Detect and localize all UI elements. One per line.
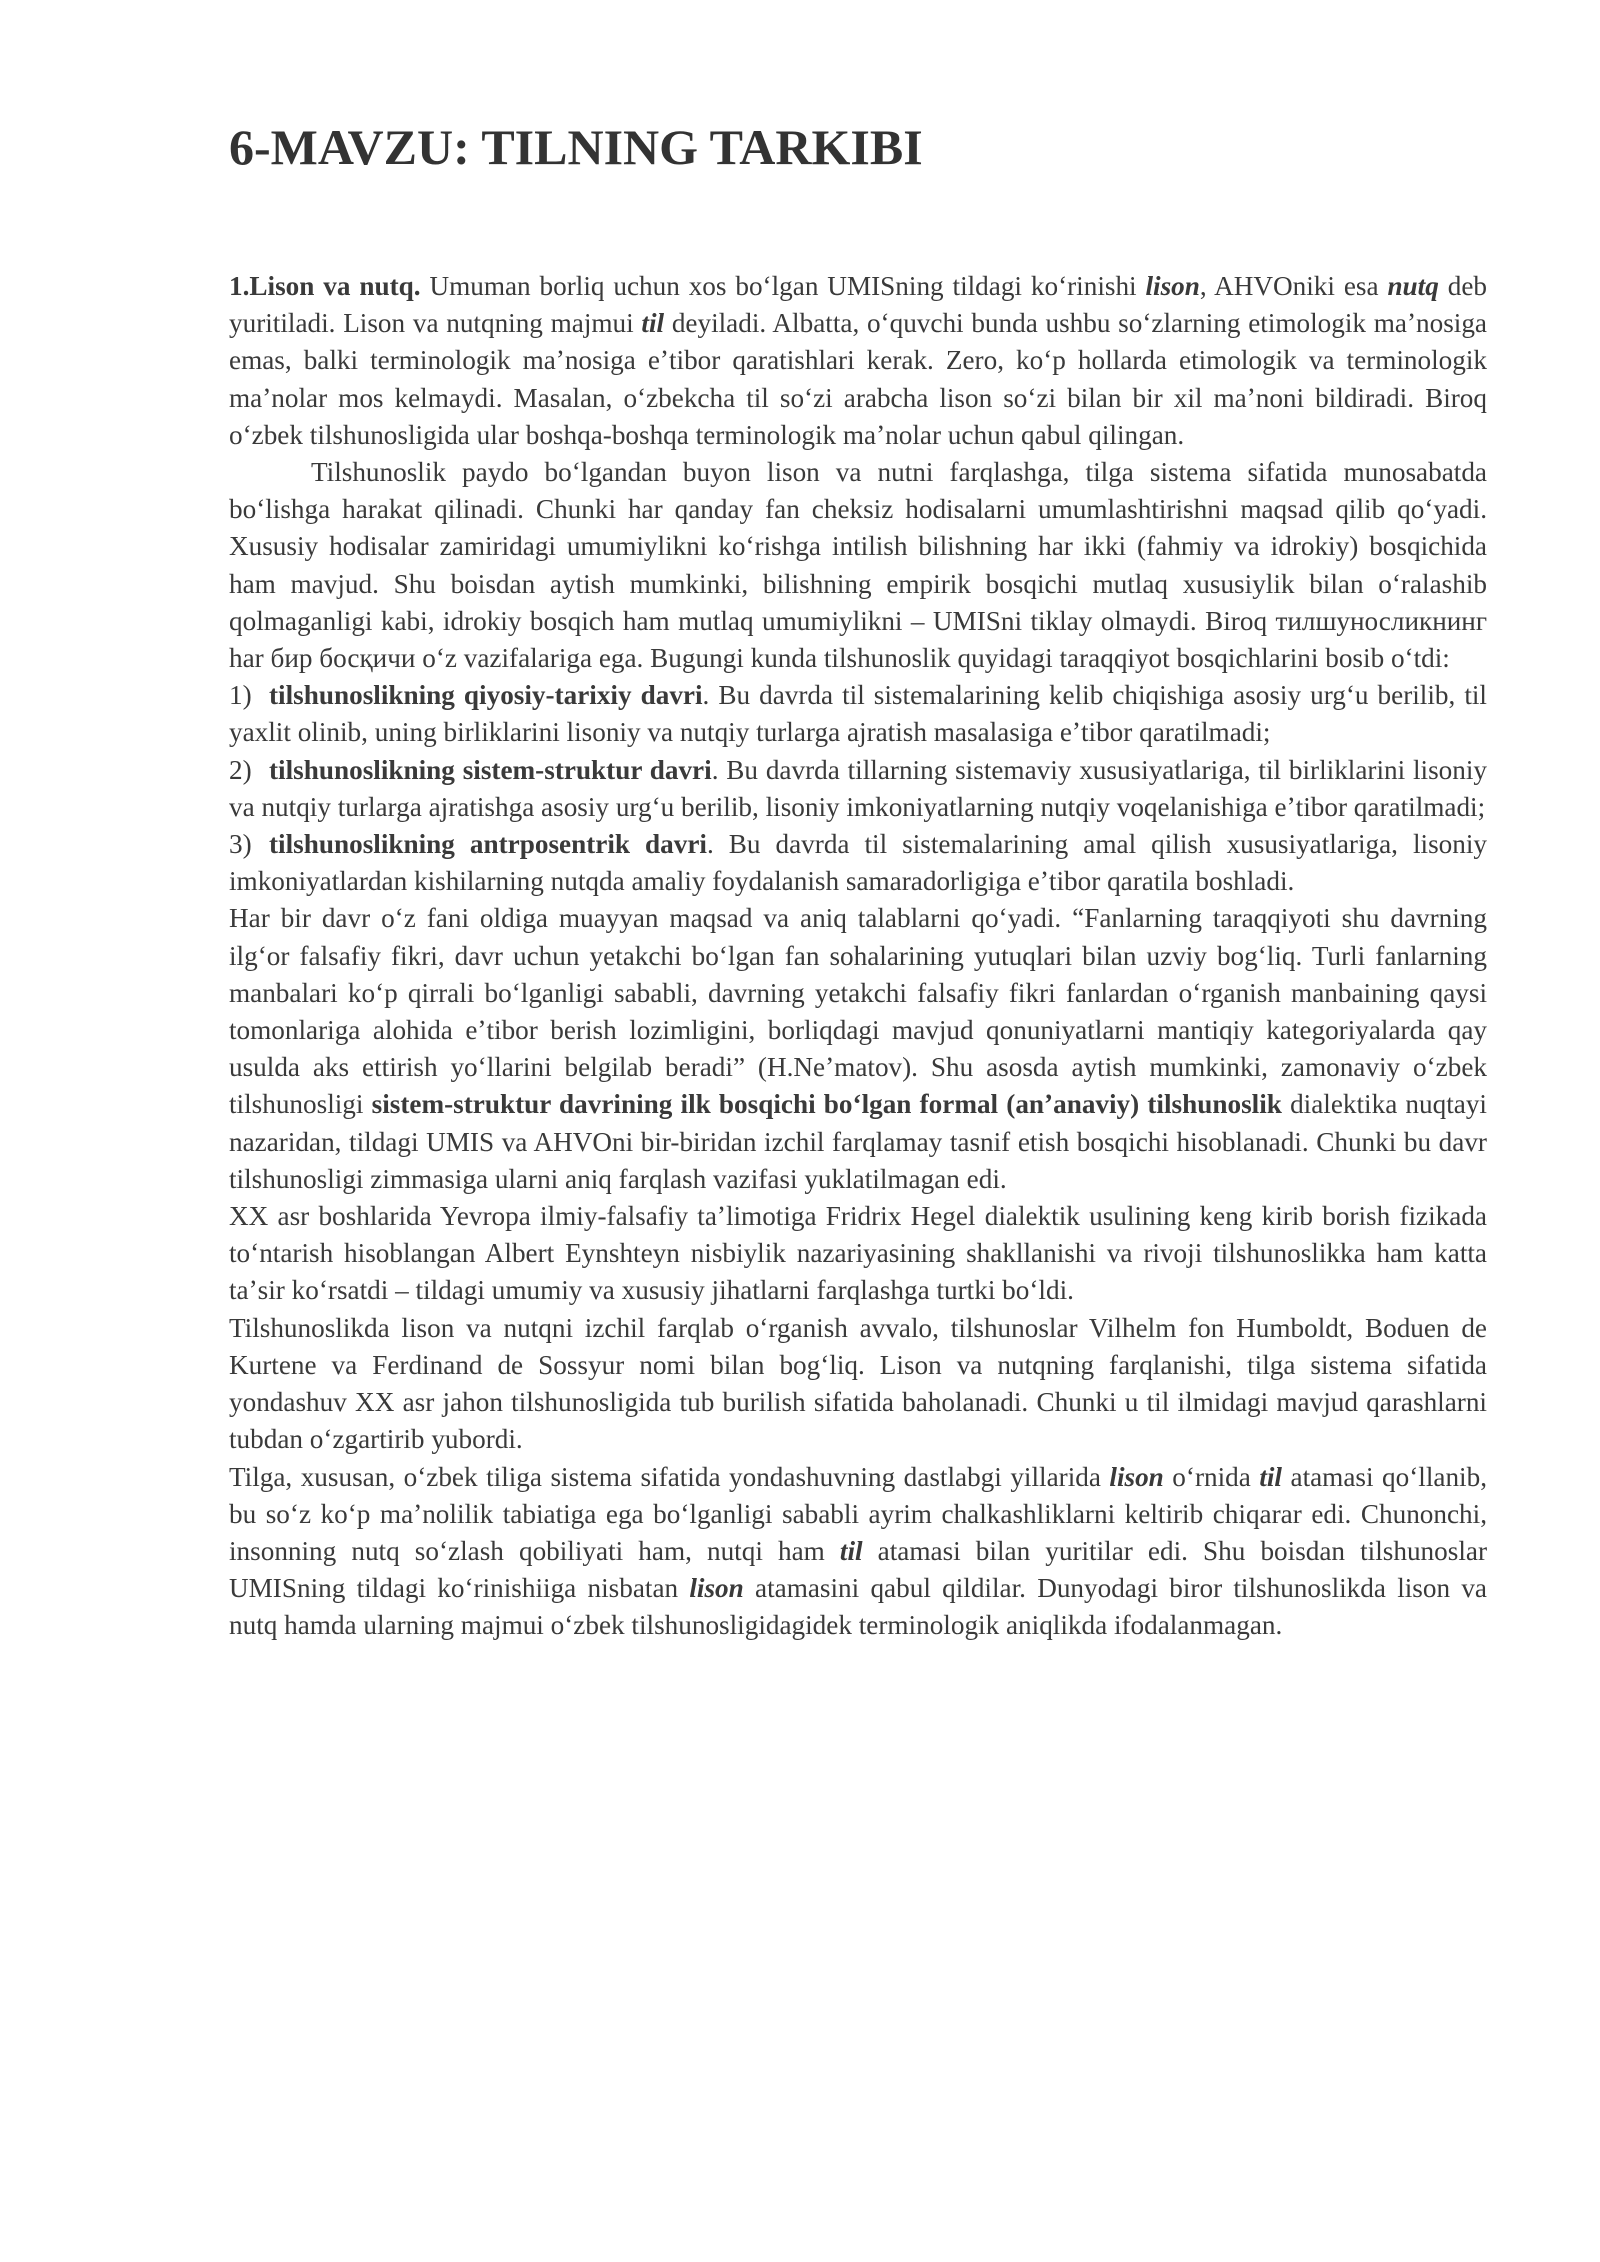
bold-phrase: sistem-struktur davrining ilk bosqichi boʻlgan formal (anʼanaviy) tilshunoslik [371,1089,1282,1120]
list-item: 3) tilshunoslikning antrposentrik davri. Bu davrda til sistemalarining amal qilish xususiyatlariga, lisoniy imkoniyatlardan kishilarning nutqda amaliy foydalanish samaradorligiga eʼtibor qaratila boshladi. [229,826,1487,900]
paragraph-tilga-xususan: Tilga, xususan, oʻzbek tiliga sistema sifatida yondashuvning dastlabgi yillarida lison oʻrnida til atamasi qoʻllanib, bu soʻz koʻp maʼnolilik tabiatiga ega boʻlganligi sababli ayrim chalkashliklarni keltirib chiqarar edi. Chunonchi, insonning nutq soʻzlash qobiliyati ham, nutqi ham til atamasi bilan yuritilar edi. Shu boisdan tilshunoslar UMISning tildagi koʻrinishiiga nisbatan lison atamasini qabul qildilar. Dunyodagi biror tilshunoslikda lison va nutq hamda ularning majmui oʻzbek tilshunosligidagidek terminologik aniqlikda ifodalanmagan. [229,1461,1487,1641]
term-til: til [641,308,665,339]
term-til: til [1259,1461,1282,1492]
page-title: 6-MAVZU: TILNING TARKIBI [229,119,923,175]
section-heading: 1.Lison va nutq. [229,271,421,301]
list-item-title: tilshunoslikning sistem-struktur davri [269,754,712,785]
list-item-title: tilshunoslikning qiyosiy-tarixiy davri [269,680,703,711]
document-page [229,112,1487,1645]
paragraph-humboldt: Tilshunoslikda lison va nutqni izchil farqlab oʻrganish avvalo, tilshunoslar Vilhelm fon Humboldt, Boduen de Kurtene va Ferdinand de Sossyur nomi bilan bogʻliq. Lison va nutqning farqlanishi, tilga sistema sifatida yondashuv XX asr jahon tilshunosligida tub burilish sifatida baholanadi. Chunki u til ilmidagi mavjud qarashlarni tubdan oʻzgartirib yubordi. [229,1312,1487,1455]
list-item-title: tilshunoslikning antrposentrik davri [269,829,707,860]
list-item: 1) tilshunoslikning qiyosiy-tarixiy davri. Bu davrda til sistemalarining kelib chiqishiga asosiy urgʻu berilib, til yaxlit olinib, uning birliklarini lisoniy va nutqiy turlarga ajratish masalasiga eʼtibor qaratilmadi; [229,677,1487,751]
paragraph-xx-asr: XX asr boshlarida Yevropa ilmiy-falsafiy taʼlimotiga Fridrix Hegel dialektik usulining keng kirib borish fizikada toʻntarish hisoblangan Albert Eynshteyn nisbiylik nazariyasining shakllanishi va rivoji tilshunoslikka ham katta taʼsir koʻrsatdi – tildagi umumiy va xususiy jihatlarni farqlashga turtki boʻldi. [229,1201,1487,1306]
term-lison: lison [1109,1461,1164,1492]
document-body [229,268,1487,1645]
term-lison: lison [689,1573,744,1604]
list-number: 3) [229,829,252,860]
paragraph-har-bir-davr: Har bir davr oʻz fani oldiga muayyan maqsad va aniq talablarni qoʻyadi. “Fanlarning taraqqiyoti shu davrning ilgʻor falsafiy fikri, davr uchun yetakchi boʻlgan fan sohalarining yutuqlari bilan uzviy bogʻliq. Turli fanlarning manbalari koʻp qirrali boʻlganligi sababli, davrning yetakchi falsafiy fikri fanlardan oʻrganish manbaining qaysi tomonlariga alohida eʼtibor berish lozimligini, borliqdagi mavjud qonuniyatlarni mantiqiy kategoriyalarda qay usulda aks ettirish yoʻllarini belgilab beradi” (H.Neʼmatov). Shu asosda aytish mumkinki, zamonaviy oʻzbek tilshunosligi sistem-struktur davrining ilk bosqichi boʻlgan formal (anʼanaviy) tilshunoslik dialektika nuqtayi nazaridan, tildagi UMIS va AHVOni bir-biridan izchil farqlamay tasnif etish bosqichi hisoblanadi. Chunki bu davr tilshunosligi zimmasiga ularni aniq farqlash vazifasi yuklatilmagan edi. [229,903,1487,1194]
term-til: til [839,1535,863,1566]
term-nutq: nutq [1387,271,1439,301]
list-number: 1) [229,680,252,711]
list-number: 2) [229,754,252,785]
paragraph-lison-va-nutq: 1.Lison va nutq. Umuman borliq uchun xos boʻlgan UMISning tildagi koʻrinishi lison, AHVOniki esa nutq deb yuritiladi. Lison va nutqning majmui til deyiladi. Albatta, oʻquvchi bunda ushbu soʻzlarning etimologik maʼnosiga emas, balki terminologik maʼnosiga eʼtibor qaratishlari kerak. Zero, koʻp hollarda etimologik va terminologik maʼnolar mos kelmaydi. Masalan, oʻzbekcha til soʻzi arabcha lison soʻzi bilan bir xil maʼnoni bildiradi. Biroq oʻzbek tilshunosligida ular boshqa-boshqa terminologik maʼnolar uchun qabul qilingan. [229,271,1487,450]
list-item: 2) tilshunoslikning sistem-struktur davri. Bu davrda tillarning sistemaviy xususiyatlariga, til birliklarini lisoniy va nutqiy turlarga ajratishga asosiy urgʻu berilib, lisoniy imkoniyatlarning nutqiy voqelanishiga eʼtibor qaratilmadi; [229,752,1487,826]
term-lison: lison [1145,271,1200,301]
paragraph-tilshunoslik: Tilshunoslik paydo boʻlgandan buyon lison va nutni farqlashga, tilga sistema sifatida munosabatda boʻlishga harakat qilinadi. Chunki har qanday fan cheksiz hodisalarni umumlashtirishni maqsad qilib qoʻyadi. Xususiy hodisalar zamiridagi umumiylikni koʻrishga intilish bilishning har ikki (fahmiy va idrokiy) bosqichida ham mavjud. Shu boisdan aytish mumkinki, bilishning empirik bosqichi mutlaq xususiylik bilan oʻralashib qolmaganligi kabi, idrokiy bosqich ham mutlaq umumiylikni – UMISni tiklay olmaydi. Biroq тилшуносликнинг har бир босқичи oʻz vazifalariga ega. Bugungi kunda tilshunoslik quyidagi taraqqiyot bosqichlarini bosib oʻtdi: [229,457,1487,674]
